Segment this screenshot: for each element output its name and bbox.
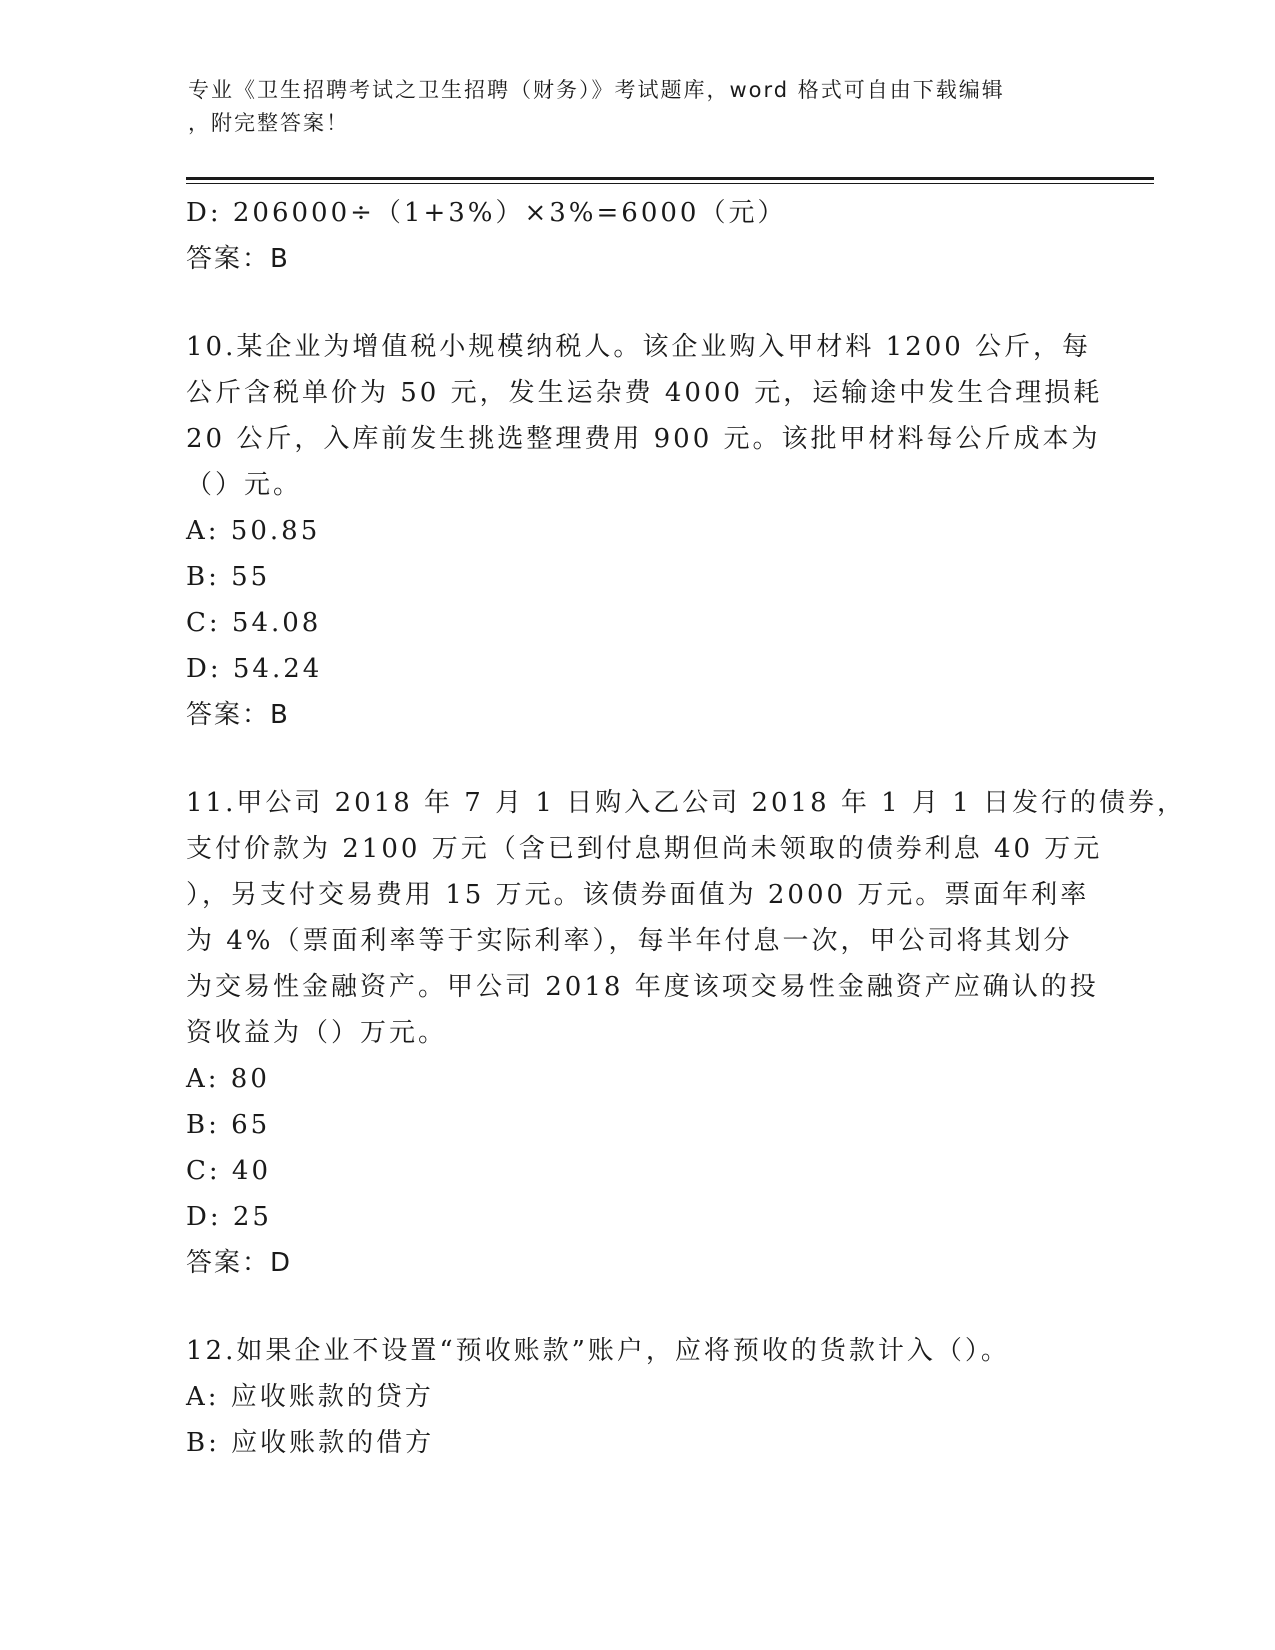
question-text-line: 支付价款为 2100 万元（含已到付息期但尚未领取的债券利息 40 万元 <box>186 834 1103 864</box>
option-c: C: 54.08 <box>186 608 322 638</box>
option-c: C: 40 <box>186 1156 272 1186</box>
option-a: A: 50.85 <box>186 516 321 546</box>
option-a: A: 80 <box>186 1064 270 1094</box>
option-d: D: 206000÷（1+3%）×3%=6000（元） <box>186 198 787 228</box>
answer-line: 答案：B <box>186 700 290 730</box>
document-header <box>188 74 1068 140</box>
option-b: B: 应收账款的借方 <box>186 1428 435 1458</box>
question-text-line: 为 4%（票面利率等于实际利率），每半年付息一次，甲公司将其划分 <box>186 926 1073 956</box>
header-divider-thick <box>186 177 1154 180</box>
question-12 <box>186 1328 1086 1466</box>
option-b: B: 65 <box>186 1110 271 1140</box>
option-d: D: 25 <box>186 1202 272 1232</box>
question-text-line: 10.某企业为增值税小规模纳税人。该企业购入甲材料 1200 公斤，每 <box>186 332 1092 362</box>
question-text-line: ），另支付交易费用 15 万元。该债券面值为 2000 万元。票面年利率 <box>186 880 1090 910</box>
option-b: B: 55 <box>186 562 271 592</box>
option-d: D: 54.24 <box>186 654 323 684</box>
question-text-line: 20 公斤，入库前发生挑选整理费用 900 元。该批甲材料每公斤成本为 <box>186 424 1101 454</box>
question-text-line: 资收益为（）万元。 <box>186 1018 448 1048</box>
previous-question <box>186 190 1086 282</box>
spacer <box>186 738 1086 780</box>
spacer <box>186 1286 1086 1328</box>
question-text-line: 11.甲公司 2018 年 7 月 1 日购入乙公司 2018 年 1 月 1 日发行的债券， <box>186 788 1187 818</box>
header-line-2: ，附完整答案！ <box>188 111 349 135</box>
question-text-line: 12.如果企业不设置“预收账款”账户，应将预收的货款计入（）。 <box>186 1336 1010 1366</box>
header-line-1: 专业《卫生招聘考试之卫生招聘（财务）》考试题库，word 格式可自由下载编辑 <box>188 78 1005 102</box>
question-text-line: （）元。 <box>186 470 303 500</box>
header-divider-thin <box>186 183 1154 184</box>
spacer <box>186 282 1086 324</box>
answer-line: 答案：B <box>186 244 290 274</box>
question-11 <box>186 780 1187 1286</box>
answer-line: 答案：D <box>186 1248 293 1278</box>
question-text-line: 公斤含税单价为 50 元，发生运杂费 4000 元，运输途中发生合理损耗 <box>186 378 1103 408</box>
question-text-line: 为交易性金融资产。甲公司 2018 年度该项交易性金融资产应确认的投 <box>186 972 1099 1002</box>
option-a: A: 应收账款的贷方 <box>186 1382 434 1412</box>
question-10 <box>186 324 1103 738</box>
question-content <box>186 190 1187 1466</box>
